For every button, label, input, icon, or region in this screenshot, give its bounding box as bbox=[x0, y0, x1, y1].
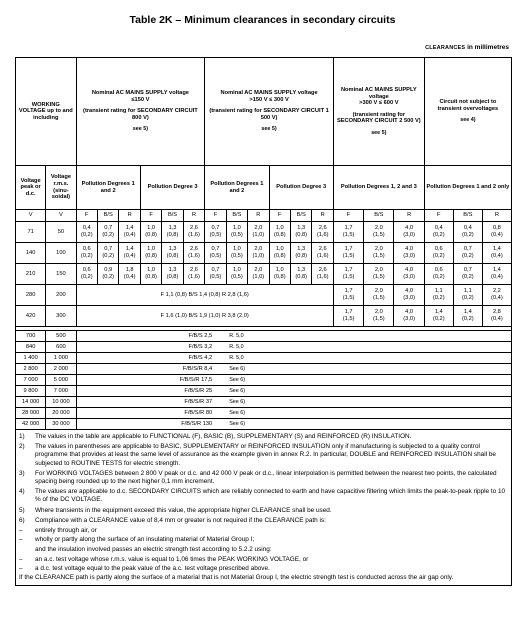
footnote bbox=[19, 443, 508, 468]
voltage-peak-cell: 840 bbox=[16, 342, 46, 353]
clearance-cell: 0,6 (0,2) bbox=[76, 243, 97, 264]
table-row bbox=[16, 264, 512, 285]
footnote-text: For WORKING VOLTAGES between 2 800 V peak or d.c. and 42 000 V peak or d.c., linear interpolation is permitted between the nearest two points, the calculated spacing being rounded up to the next higher 0,1 mm increment. bbox=[35, 469, 497, 485]
clearance-cell: 0,4 (0,2) bbox=[424, 222, 453, 243]
clearance-cell: 1,7 (1,5) bbox=[333, 243, 363, 264]
clearance-cell: 1,4 (0,4) bbox=[119, 222, 140, 243]
clearance-cell: 1,0 (0,5) bbox=[226, 243, 247, 264]
clearance-cell: F/B/S/R 17,5 bbox=[76, 375, 226, 386]
dash-marker: – bbox=[19, 535, 23, 543]
table-row bbox=[16, 342, 512, 353]
clearance-cell: F/B/S 2,5 bbox=[76, 331, 226, 342]
voltage-peak-cell: 210 bbox=[16, 264, 46, 285]
clearance-cell: 1,7 (1,5) bbox=[333, 222, 363, 243]
dash-marker: – bbox=[19, 556, 23, 563]
dash-item bbox=[19, 556, 508, 565]
voltage-rms-cell: 2 000 bbox=[46, 364, 76, 375]
clearance-cell: See 6) bbox=[226, 408, 511, 419]
clearance-cell: 1,0 (0,5) bbox=[226, 222, 247, 243]
clearance-cell: 2,0 (1,5) bbox=[364, 306, 394, 327]
clearance-cell: 0,7 (0,2) bbox=[98, 222, 119, 243]
clearance-cell: 0,6 (0,2) bbox=[424, 243, 453, 264]
header-row-1 bbox=[16, 58, 512, 166]
clearance-cell: F/B/S/R 130 bbox=[76, 419, 226, 430]
clearance-cell: 1,3 (0,8) bbox=[291, 264, 312, 285]
voltage-peak-cell: 420 bbox=[16, 306, 46, 327]
footnote-number: 6) bbox=[19, 516, 25, 524]
clearance-cell: 2,0 (1,5) bbox=[364, 264, 394, 285]
voltage-peak-cell: 7 000 bbox=[16, 375, 46, 386]
col-r-header: R bbox=[482, 210, 511, 222]
clearance-cell: 1,7 (1,5) bbox=[333, 264, 363, 285]
footnote bbox=[19, 433, 508, 441]
voltage-peak-cell: 280 bbox=[16, 285, 46, 306]
clearance-table bbox=[15, 57, 512, 586]
clearance-cell: 0,7 (0,5) bbox=[205, 222, 226, 243]
voltage-rms-cell: 50 bbox=[46, 222, 76, 243]
dash-text: an a.c. test voltage whose r.m.s. value is equal to 1,06 times the PEAK WORKING VOLTAGE, or bbox=[35, 556, 309, 563]
clearance-cell: 2,0 (1,0) bbox=[248, 264, 269, 285]
clearance-cell: 0,6 (0,2) bbox=[76, 264, 97, 285]
table-row bbox=[16, 285, 512, 306]
dash-item bbox=[19, 536, 508, 545]
voltage-rms-cell: 500 bbox=[46, 331, 76, 342]
voltage-rms-cell: 600 bbox=[46, 342, 76, 353]
clearance-cell: 1,3 (0,8) bbox=[291, 243, 312, 264]
clearance-cell: 4,0 (3,0) bbox=[394, 285, 424, 306]
clearance-cell: 1,3 (0,8) bbox=[291, 222, 312, 243]
dash-text: wholly or partly along the surface of an insulating material of Material Group I; bbox=[35, 535, 255, 543]
voltage-peak-cell: 1 400 bbox=[16, 353, 46, 364]
clearance-cell: 1,7 (1,5) bbox=[333, 306, 363, 327]
table-row bbox=[16, 331, 512, 342]
col-f-header: F bbox=[269, 210, 290, 222]
clearance-cell: 1,4 (0,4) bbox=[119, 243, 140, 264]
clearance-cell: 1,4 (0,2) bbox=[424, 306, 453, 327]
col-r-header: R bbox=[183, 210, 205, 222]
clearance-cell: F/B/S/R 8,4 bbox=[76, 364, 226, 375]
header-row-2 bbox=[16, 166, 512, 210]
table-row bbox=[16, 397, 512, 408]
footnote-text: The values are applicable to d.c. SECONDARY CIRCUITS which are reliably connected to earth and have capacitive filtering which limits the peak-to-peak ripple to 10 % of the DC VOLTAGE. bbox=[35, 488, 506, 504]
and-line: and the insulation involved passes an electric strength test according to 5.2.2 using: bbox=[35, 545, 272, 553]
clearance-cell: 1,0 (0,8) bbox=[269, 264, 290, 285]
g4-pd12-only-header: Pollution Degrees 1 and 2 only bbox=[424, 166, 511, 210]
group1-header: Nominal AC MAINS SUPPLY voltage ≤150 V (transient rating for SECONDARY CIRCUIT 800 V) see 5) bbox=[76, 58, 205, 166]
clearance-cell: 0,9 (0,2) bbox=[98, 264, 119, 285]
clearance-cell: 2,6 (1,6) bbox=[312, 222, 333, 243]
clearance-cell: 2,0 (1,0) bbox=[248, 243, 269, 264]
clearance-cell: 1,3 (0,8) bbox=[162, 243, 183, 264]
clearance-cell: 2,6 (1,6) bbox=[183, 222, 205, 243]
clearance-cell: 2,6 (1,6) bbox=[312, 264, 333, 285]
group2-header: Nominal AC MAINS SUPPLY voltage >150 V ≤ 300 V (transient rating for SECONDARY CIRCUIT 1 500 V) see 5) bbox=[205, 58, 334, 166]
clearance-cell: R. 5,0 bbox=[226, 342, 511, 353]
voltage-rms-header: Voltage r.m.s. (sinu-soidal) bbox=[46, 166, 76, 210]
footnote-text: The values in parentheses are applicable to BASIC, SUPPLEMENTARY or REINFORCED INSULATION only if manufacturing is subjected to a quality control programme that provides at least the same level of assurance as the example given in annex R.2. In particular, DOUBLE and REINFORCED INSULATION shall be subjected to ROUTINE TESTS for electric strength. bbox=[35, 443, 496, 467]
voltage-rms-cell: 5 000 bbox=[46, 375, 76, 386]
footnote-text: The values in the table are applicable to FUNCTIONAL (F), BASIC (B), SUPPLEMENTARY (S) and REINFORCED (R) INSULATION. bbox=[35, 433, 412, 440]
clearance-cell: 0,7 (0,5) bbox=[205, 264, 226, 285]
clearance-cell: 1,0 (0,8) bbox=[140, 222, 161, 243]
col-bs-header: B/S bbox=[162, 210, 183, 222]
caption-suffix: in millimetres bbox=[465, 44, 509, 51]
col-r-header: R bbox=[394, 210, 424, 222]
col-f-header: F bbox=[140, 210, 161, 222]
clearance-cell: 1,7 (1,5) bbox=[333, 285, 363, 306]
voltage-rms-cell: 200 bbox=[46, 285, 76, 306]
table-row bbox=[16, 364, 512, 375]
clearance-cell: F/B/S/R 80 bbox=[76, 408, 226, 419]
clearance-cell: R. 5,0 bbox=[226, 331, 511, 342]
clearance-cell: F/B/S/R 25 bbox=[76, 386, 226, 397]
col-bs-header: B/S bbox=[453, 210, 482, 222]
clearance-cell: See 6) bbox=[226, 419, 511, 430]
voltage-rms-cell: 100 bbox=[46, 243, 76, 264]
footnote-number: 2) bbox=[19, 443, 25, 451]
table-body bbox=[16, 222, 512, 430]
units-caption bbox=[425, 44, 509, 51]
table-row bbox=[16, 353, 512, 364]
clearance-cell: 1,0 (0,8) bbox=[140, 243, 161, 264]
notes-row bbox=[16, 430, 512, 586]
clearance-cell: 1,1 (0,2) bbox=[453, 285, 482, 306]
clearance-cell: 2,6 (1,6) bbox=[312, 243, 333, 264]
notes-cell bbox=[16, 430, 512, 586]
clearance-cell: F/B/S 4,2 bbox=[76, 353, 226, 364]
g2-pd3-header: Pollution Degree 3 bbox=[269, 166, 333, 210]
dash-list bbox=[19, 527, 508, 545]
clearance-cell: 4,0 (3,0) bbox=[394, 264, 424, 285]
col-f-header: F bbox=[333, 210, 363, 222]
voltage-rms-cell: 10 000 bbox=[46, 397, 76, 408]
clearance-cell: 1,3 (0,8) bbox=[162, 222, 183, 243]
clearance-cell: 2,0 (1,5) bbox=[364, 243, 394, 264]
voltage-peak-cell: 9 800 bbox=[16, 386, 46, 397]
clearance-cell: 1,4 (0,4) bbox=[482, 264, 511, 285]
clearance-cell: 2,0 (1,5) bbox=[364, 285, 394, 306]
unit-v-peak: V bbox=[16, 210, 46, 222]
clearance-cell: F/B/S/R 37 bbox=[76, 397, 226, 408]
g1-pd12-header: Pollution Degrees 1 and 2 bbox=[76, 166, 140, 210]
caption-prefix: CLEARANCES bbox=[425, 45, 466, 51]
clearance-cell: 0,6 (0,2) bbox=[424, 264, 453, 285]
clearance-cell: 0,7 (0,2) bbox=[453, 264, 482, 285]
clearance-cell: 1,3 (0,8) bbox=[162, 264, 183, 285]
notes-list bbox=[19, 433, 508, 525]
col-r-header: R bbox=[312, 210, 333, 222]
dash-marker: – bbox=[19, 564, 23, 572]
voltage-rms-cell: 150 bbox=[46, 264, 76, 285]
voltage-peak-cell: 28 000 bbox=[16, 408, 46, 419]
working-voltage-header: WORKING VOLTAGE up to and including bbox=[16, 58, 77, 166]
clearance-cell: R. 5,0 bbox=[226, 353, 511, 364]
clearance-cell: 4,0 (3,0) bbox=[394, 222, 424, 243]
voltage-rms-cell: 1 000 bbox=[46, 353, 76, 364]
clearance-cell: 0,7 (0,2) bbox=[98, 243, 119, 264]
g1-pd3-header: Pollution Degree 3 bbox=[140, 166, 204, 210]
clearance-cell: See 6) bbox=[226, 397, 511, 408]
table-row bbox=[16, 386, 512, 397]
footnote bbox=[19, 517, 508, 525]
clearance-cell: 0,7 (0,2) bbox=[453, 243, 482, 264]
voltage-rms-cell: 20 000 bbox=[46, 408, 76, 419]
merged-clearance-cell: F 1,6 (1,0) B/S 1,9 (1,0) R 3,8 (2,0) bbox=[76, 306, 333, 327]
header-row-3 bbox=[16, 210, 512, 222]
unit-v-rms: V bbox=[46, 210, 76, 222]
footnote bbox=[19, 507, 508, 515]
voltage-peak-cell: 71 bbox=[16, 222, 46, 243]
footnote-text: Where transients in the equipment exceed this value, the appropriate higher CLEARANCE shall be used. bbox=[35, 506, 332, 514]
g3-pd123-header: Pollution Degrees 1, 2 and 3 bbox=[333, 166, 424, 210]
table-row bbox=[16, 408, 512, 419]
table-row bbox=[16, 222, 512, 243]
voltage-peak-cell: 140 bbox=[16, 243, 46, 264]
clearance-cell: 0,8 (0,4) bbox=[482, 222, 511, 243]
dash-item bbox=[19, 527, 508, 536]
dash-list-2 bbox=[19, 556, 508, 574]
clearance-cell: 1,4 (0,4) bbox=[482, 243, 511, 264]
col-f-header: F bbox=[424, 210, 453, 222]
group4-header: Circuit not subject to transient overvoltages see 4) bbox=[424, 58, 511, 166]
col-f-header: F bbox=[76, 210, 97, 222]
voltage-peak-cell: 42 000 bbox=[16, 419, 46, 430]
clearance-cell: 2,6 (1,6) bbox=[183, 264, 205, 285]
voltage-peak-cell: 2 800 bbox=[16, 364, 46, 375]
voltage-peak-cell: 14 000 bbox=[16, 397, 46, 408]
clearance-cell: 4,0 (3,0) bbox=[394, 306, 424, 327]
clearance-cell: 4,0 (3,0) bbox=[394, 243, 424, 264]
col-bs-header: B/S bbox=[364, 210, 394, 222]
voltage-peak-cell: 700 bbox=[16, 331, 46, 342]
table-title: Table 2K – Minimum clearances in secondary circuits bbox=[129, 14, 396, 26]
dash-marker: – bbox=[19, 526, 23, 534]
clearance-cell: 2,0 (1,5) bbox=[364, 222, 394, 243]
clearance-cell: 1,0 (0,8) bbox=[269, 222, 290, 243]
group3-header: Nominal AC MAINS SUPPLY voltage >300 V ≤ 600 V (transient rating for SECONDARY CIRCUIT 2 500 V) see 5) bbox=[333, 58, 424, 166]
footer-note: If the CLEARANCE path is partly along the surface of a material that is not Material Group I, the electric strength test is conducted across the air gap only. bbox=[19, 573, 454, 581]
footnote-text: Compliance with a CLEARANCE value of 8,4 mm or greater is not required if the CLEARANCE path is: bbox=[35, 516, 326, 524]
table-row bbox=[16, 375, 512, 386]
col-r-header: R bbox=[248, 210, 269, 222]
col-f-header: F bbox=[205, 210, 226, 222]
merged-clearance-cell: F 1,1 (0,8) B/S 1,4 (0,8) R 2,8 (1,6) bbox=[76, 285, 333, 306]
clearance-cell: 1,0 (0,8) bbox=[269, 243, 290, 264]
clearance-cell: 0,7 (0,5) bbox=[205, 243, 226, 264]
col-bs-header: B/S bbox=[291, 210, 312, 222]
voltage-rms-cell: 30 000 bbox=[46, 419, 76, 430]
footnote-number: 3) bbox=[19, 469, 25, 477]
clearance-cell: 1,4 (0,2) bbox=[453, 306, 482, 327]
clearance-cell: F/B/S 3,2 bbox=[76, 342, 226, 353]
g2-pd12-header: Pollution Degrees 1 and 2 bbox=[205, 166, 269, 210]
footnote-number: 4) bbox=[19, 488, 25, 496]
dash-text: entirely through air, or bbox=[35, 526, 97, 534]
clearance-cell: 2,8 (0,4) bbox=[482, 306, 511, 327]
clearance-cell: 1,8 (0,4) bbox=[119, 264, 140, 285]
col-bs-header: B/S bbox=[98, 210, 119, 222]
table-row bbox=[16, 419, 512, 430]
footnote bbox=[19, 470, 508, 486]
clearance-cell: 2,0 (1,0) bbox=[248, 222, 269, 243]
clearance-cell: 0,4 (0,2) bbox=[76, 222, 97, 243]
clearance-cell: 0,4 (0,2) bbox=[453, 222, 482, 243]
table-row bbox=[16, 306, 512, 327]
clearance-cell: See 6) bbox=[226, 375, 511, 386]
dash-item bbox=[19, 565, 508, 574]
clearance-cell: 1,0 (0,5) bbox=[226, 264, 247, 285]
clearance-cell: See 6) bbox=[226, 386, 511, 397]
footnote bbox=[19, 488, 508, 504]
voltage-peak-header: Voltage peak or d.c. bbox=[16, 166, 46, 210]
clearance-cell: See 6) bbox=[226, 364, 511, 375]
table-row bbox=[16, 243, 512, 264]
footnote-number: 1) bbox=[19, 433, 25, 440]
clearance-cell: 1,0 (0,8) bbox=[140, 264, 161, 285]
voltage-rms-cell: 300 bbox=[46, 306, 76, 327]
clearance-cell: 2,2 (0,4) bbox=[482, 285, 511, 306]
dash-text: a d.c. test voltage equal to the peak value of the a.c. test voltage prescribed above. bbox=[35, 564, 270, 572]
col-r-header: R bbox=[119, 210, 140, 222]
clearance-cell: 2,6 (1,6) bbox=[183, 243, 205, 264]
col-bs-header: B/S bbox=[226, 210, 247, 222]
footnote-number: 5) bbox=[19, 506, 25, 514]
clearance-cell: 1,1 (0,2) bbox=[424, 285, 453, 306]
voltage-rms-cell: 7 000 bbox=[46, 386, 76, 397]
